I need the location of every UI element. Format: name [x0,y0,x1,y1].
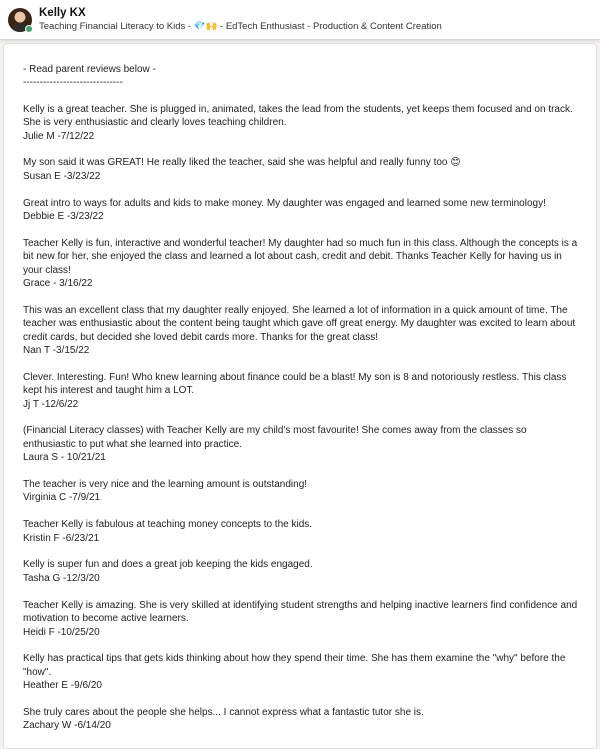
about-content-panel [3,43,597,749]
reviews-intro-title: - Read parent reviews below - [23,64,156,75]
review-text: Great intro to ways for adults and kids to make money. My daughter was engaged and learned some new terminology! [23,197,546,209]
review-author: Debbie E -3/23/22 [23,211,104,223]
review-item [23,518,578,545]
review-text: The teacher is very nice and the learning amount is outstanding! [23,479,308,491]
review-text: Teacher Kelly is fun, interactive and wonderful teacher! My daughter had so much fun in this class. Although the concepts is a bit new for her, she enjoyed the class and learned a lot about cash, credit and debit. Thanks Teacher Kelly for having us in your class! [23,237,578,276]
profile-headline: Teaching Financial Literacy to Kids - 💎🙌 - EdTech Enthusiast - Production & Content Creation [39,20,442,32]
review-author: Heather E -9/6/20 [23,680,102,692]
review-text: Kelly is super fun and does a great job keeping the kids engaged. [23,559,313,571]
profile-name[interactable]: Kelly KX [39,7,86,20]
avatar[interactable] [8,8,32,32]
reviews-divider: ------------------------------ [23,77,123,89]
profile-info [39,6,442,32]
review-text: My son said it was GREAT! He really liked the teacher, said she was helpful and really funny too 😊 [23,157,461,169]
review-item [23,478,578,505]
review-item [23,652,578,692]
review-author: Virginia C -7/9/21 [23,492,101,504]
review-author: Grace - 3/16/22 [23,278,93,290]
review-text: Teacher Kelly is fabulous at teaching money concepts to the kids. [23,519,313,531]
review-text: She truly cares about the people she helps... I cannot express what a fantastic tutor she is. [23,706,424,718]
review-author: Nan T -3/15/22 [23,345,90,357]
review-text: Kelly has practical tips that gets kids thinking about how they spend their time. She has them examine the "why" before the "how". [23,653,566,678]
review-author: Jj T -12/6/22 [23,398,79,410]
review-author: Susan E -3/23/22 [23,170,101,182]
review-item [23,599,578,639]
review-text: Teacher Kelly is amazing. She is very skilled at identifying student strengths and helping inactive learners find confidence and motivation to become active learners. [23,599,578,625]
review-item [23,424,578,464]
review-author: Tasha G -12/3/20 [23,572,100,584]
review-author: Julie M -7/12/22 [23,130,95,142]
review-author: Laura S - 10/21/21 [23,452,106,464]
review-text: Clever. Interesting. Fun! Who knew learning about finance could be a blast! My son is 8 and notoriously restless. This class kept his interest and taught him a LOT. [23,371,567,397]
reviews-intro [23,63,578,90]
review-item [23,371,578,411]
review-item [23,237,578,291]
review-item [23,304,578,358]
review-author: Heidi F -10/25/20 [23,626,100,638]
review-author: Kristin F -6/23/21 [23,532,100,544]
review-item [23,103,578,143]
profile-header [0,0,600,40]
review-item [23,706,578,733]
review-item [23,156,578,183]
online-status-icon [25,25,33,33]
review-author: Zachary W -6/14/20 [23,720,111,732]
review-item [23,558,578,585]
review-text: This was an excellent class that my daughter really enjoyed. She learned a lot of information in a quick amount of time. The teacher was enthusiastic about the content being taught which gave off great energy. My daughter was excited to learn about credit cards, but decided she loved debit cards more. Thanks for the great class! [23,304,576,343]
review-text: (Financial Literacy classes) with Teacher Kelly are my child's most favourite! She comes away from the classes so enthusiastic to put what she learned into practice. [23,425,527,450]
review-item [23,197,578,224]
review-text: Kelly is a great teacher. She is plugged in, animated, takes the lead from the students, yet keeps them focused and on track. She is very enthusiastic and clearly loves teaching children. [23,103,573,129]
